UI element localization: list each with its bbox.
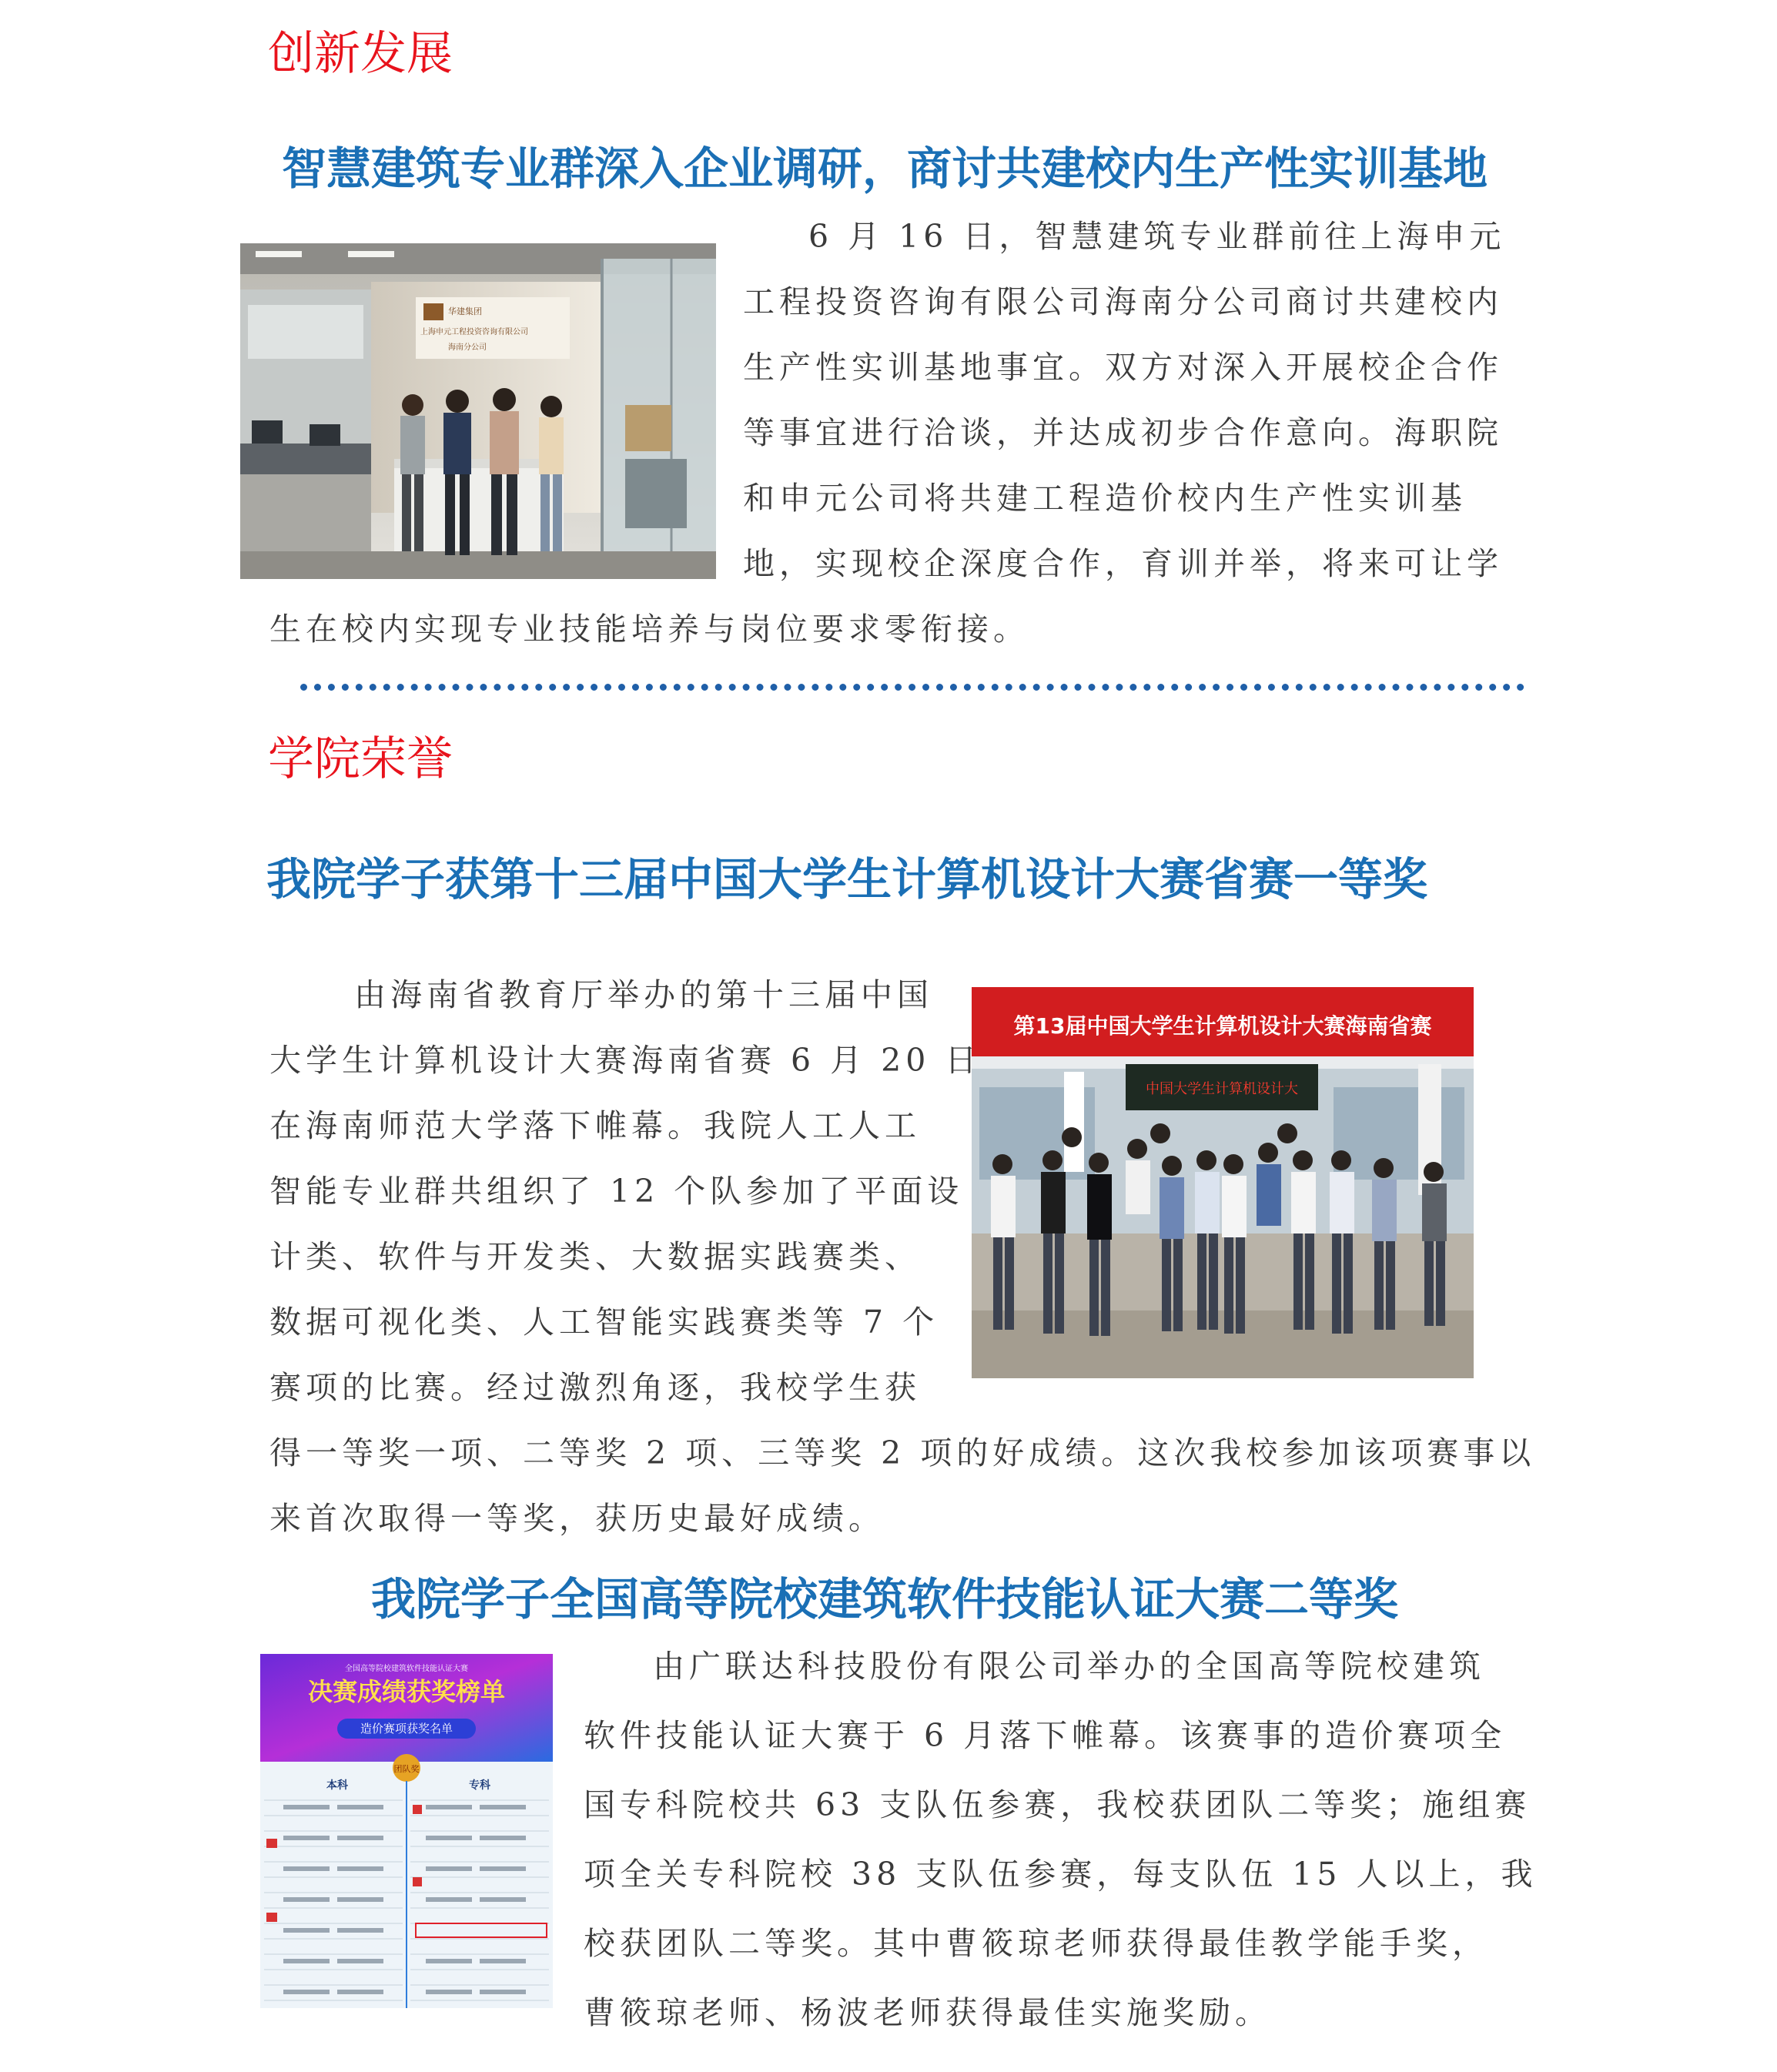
body-line: 项全关专科院校 38 支队伍参赛，每支队伍 15 人以上，我 — [584, 1856, 1538, 1893]
body-line: 来首次取得一等奖，获历史最好成绩。 — [269, 1500, 885, 1537]
body-line: 赛项的比赛。经过激烈角逐，我校学生获 — [269, 1369, 921, 1406]
competition-photo-illustration — [972, 987, 1474, 1378]
article-title-computer-design: 我院学子获第十三届中国大学生计算机设计大赛省赛一等奖 — [266, 853, 1428, 905]
office-photo-illustration — [240, 243, 716, 579]
body-line: 智能专业群共组织了 12 个队参加了平面设 — [269, 1173, 964, 1210]
body-line: 生在校内实现专业技能培养与岗位要求零衔接。 — [269, 611, 1029, 648]
body-line: 地，实现校企深度合作，育训并举，将来可让学 — [743, 545, 1503, 582]
section-title-innovation: 创新发展 — [268, 27, 453, 81]
body-line: 校获团队二等奖。其中曹筱琼老师获得最佳教学能手奖， — [584, 1925, 1488, 1962]
body-line: 由海南省教育厅举办的第十三届中国 — [354, 976, 933, 1013]
sign-text-3: 海南分公司 — [448, 343, 487, 352]
competition-photo — [972, 987, 1474, 1378]
section-divider — [300, 684, 1524, 691]
body-line: 国专科院校共 63 支队伍参赛，我校获团队二等奖；施组赛 — [584, 1786, 1531, 1823]
sign-text-2: 上海申元工程投资咨询有限公司 — [420, 328, 528, 336]
body-line: 生产性实训基地事宜。双方对深入开展校企合作 — [743, 349, 1503, 386]
body-line: 工程投资咨询有限公司海南分公司商讨共建校内 — [743, 283, 1503, 320]
body-line: 大学生计算机设计大赛海南省赛 6 月 20 日 — [269, 1042, 982, 1079]
award-poster-illustration — [260, 1654, 553, 2008]
award-poster — [260, 1654, 553, 2008]
section-title-honors: 学院荣誉 — [268, 732, 453, 786]
led-text: 中国大学生计算机设计大 — [1146, 1081, 1298, 1097]
sign-text-1: 华建集团 — [448, 306, 482, 316]
article-title-smart-building: 智慧建筑专业群深入企业调研，商讨共建校内生产性实训基地 — [282, 142, 1488, 195]
poster-badge: 团队奖 — [393, 1764, 420, 1774]
body-line: 6 月 16 日，智慧建筑专业群前往上海申元 — [808, 218, 1506, 255]
poster-col-vocational: 专科 — [469, 1779, 490, 1792]
body-line: 由广联达科技股份有限公司举办的全国高等院校建筑 — [653, 1648, 1485, 1685]
poster-col-undergrad: 本科 — [326, 1779, 348, 1792]
poster-headline: 决赛成绩获奖榜单 — [307, 1677, 506, 1706]
body-line: 和申元公司将共建工程造价校内生产性实训基 — [743, 480, 1467, 517]
banner-text: 第13届中国大学生计算机设计大赛海南省赛 — [1013, 1013, 1432, 1039]
office-photo — [240, 243, 716, 579]
body-line: 在海南师范大学落下帷幕。我院人工人工 — [269, 1107, 921, 1144]
body-line: 数据可视化类、人工智能实践赛类等 7 个 — [269, 1304, 939, 1341]
poster-ribbon: 造价赛项获奖名单 — [360, 1722, 453, 1736]
body-line: 软件技能认证大赛于 6 月落下帷幕。该赛事的造价赛项全 — [584, 1717, 1507, 1754]
body-line: 得一等奖一项、二等奖 2 项、三等奖 2 项的好成绩。这次我校参加该项赛事以 — [269, 1434, 1536, 1471]
poster-top-text: 全国高等院校建筑软件技能认证大赛 — [345, 1665, 468, 1673]
body-line: 等事宜进行洽谈，并达成初步合作意向。海职院 — [743, 414, 1503, 451]
body-line: 曹筱琼老师、杨波老师获得最佳实施奖励。 — [584, 1994, 1271, 2031]
article-title-bim-software: 我院学子全国高等院校建筑软件技能认证大赛二等奖 — [371, 1573, 1399, 1625]
body-line: 计类、软件与开发类、大数据实践赛类、 — [269, 1238, 921, 1275]
